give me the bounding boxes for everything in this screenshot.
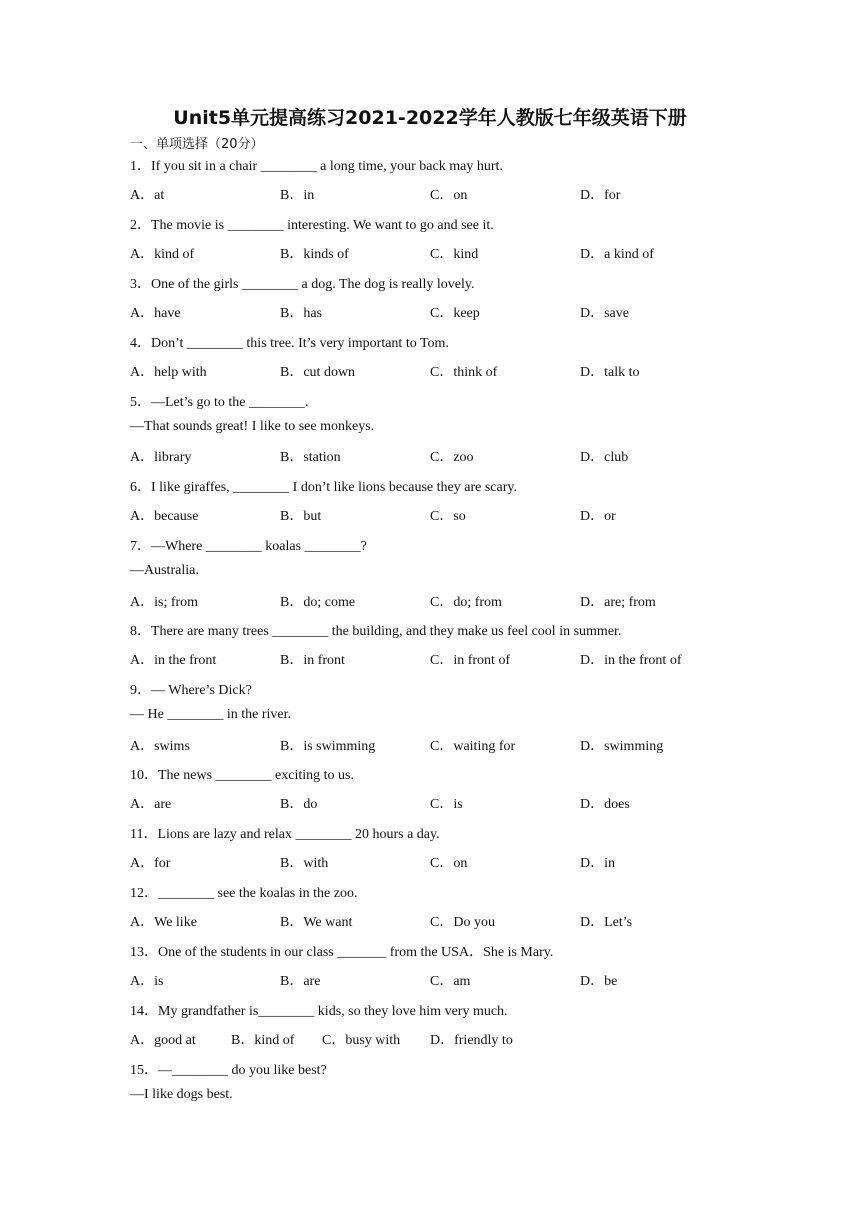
question-stem: 6．I like giraffes, ________ I don’t like lions because they are scary. — [130, 480, 517, 495]
question-stem: 11．Lions are lazy and relax ________ 20 hours a day. — [130, 827, 440, 842]
answer-option-b: B．is swimming — [280, 739, 376, 754]
answer-option-b: B．station — [280, 450, 341, 465]
answer-option-d: D．save — [580, 306, 629, 321]
answer-option-c: C．so — [430, 509, 466, 524]
answer-option-c: C．do; from — [430, 595, 502, 610]
question-stem: 14．My grandfather is________ kids, so they love him very much. — [130, 1004, 508, 1019]
answer-option-b: B．do; come — [280, 595, 356, 610]
answer-option-b: B．are — [280, 974, 321, 989]
answer-option-b: B．has — [280, 306, 322, 321]
question-stem: 1．If you sit in a chair ________ a long time, your back may hurt. — [130, 159, 503, 174]
question-dialogue-line: — He ________ in the river. — [130, 707, 291, 722]
answer-option-d: D．or — [580, 509, 616, 524]
question-stem: 7．—Where ________ koalas ________? — [130, 539, 367, 554]
answer-option-a: A．help with — [130, 365, 207, 380]
answer-option-d: D．in the front of — [580, 653, 682, 668]
question-dialogue-line: —Australia. — [130, 563, 199, 578]
question-stem: 2．The movie is ________ interesting. We want to go and see it. — [130, 218, 494, 233]
question-stem: 10．The news ________ exciting to us. — [130, 768, 354, 783]
question-stem: 4．Don’t ________ this tree. It’s very important to Tom. — [130, 336, 449, 351]
answer-option-d: D．in — [580, 856, 615, 871]
answer-option-a: A．at — [130, 188, 165, 203]
question-stem: 12．________ see the koalas in the zoo. — [130, 886, 358, 901]
question-dialogue-line: —I like dogs best. — [130, 1087, 233, 1102]
answer-option-c: C．kind — [430, 247, 479, 262]
question-stem: 3．One of the girls ________ a dog. The dog is really lovely. — [130, 277, 475, 292]
answer-option-c: C．on — [430, 856, 468, 871]
answer-option-c: C．am — [430, 974, 471, 989]
answer-option-c: C．think of — [430, 365, 498, 380]
answer-option-c: C．is — [430, 797, 463, 812]
question-stem: 15．—________ do you like best? — [130, 1063, 327, 1078]
answer-option-d: D．are; from — [580, 595, 656, 610]
answer-option-b: B．but — [280, 509, 322, 524]
answer-option-b: B．do — [280, 797, 318, 812]
answer-option-b: B．with — [280, 856, 329, 871]
answer-option-a: A．are — [130, 797, 172, 812]
answer-option-d: D．Let’s — [580, 915, 633, 930]
answer-option-b: B．in front — [280, 653, 345, 668]
question-dialogue-line: —That sounds great! I like to see monkeys. — [130, 419, 375, 434]
question-stem: 8．There are many trees ________ the building, and they make us feel cool in summer. — [130, 624, 622, 639]
answer-option-c: C．waiting for — [430, 739, 516, 754]
answer-option-a: A．have — [130, 306, 181, 321]
answer-option-a: A．for — [130, 856, 171, 871]
answer-option-d: D．talk to — [580, 365, 640, 380]
answer-option-a: A．kind of — [130, 247, 195, 262]
answer-option-c: C．busy with — [322, 1033, 401, 1048]
answer-option-d: D．friendly to — [430, 1033, 513, 1048]
answer-option-d: D．for — [580, 188, 621, 203]
answer-option-b: B．We want — [280, 915, 353, 930]
answer-option-c: C．keep — [430, 306, 480, 321]
answer-option-c: C．zoo — [430, 450, 474, 465]
answer-option-c: C．in front of — [430, 653, 511, 668]
answer-option-d: D．be — [580, 974, 618, 989]
answer-option-a: A．good at — [130, 1033, 196, 1048]
answer-option-d: D．does — [580, 797, 630, 812]
answer-option-a: A．is — [130, 974, 164, 989]
answer-option-d: D．swimming — [580, 739, 664, 754]
answer-option-c: C．on — [430, 188, 468, 203]
answer-option-b: B．in — [280, 188, 315, 203]
answer-option-a: A．library — [130, 450, 192, 465]
answer-option-b: B．cut down — [280, 365, 356, 380]
answer-option-c: C．Do you — [430, 915, 495, 930]
question-stem: 9．— Where’s Dick? — [130, 683, 252, 698]
answer-option-d: D．club — [580, 450, 629, 465]
page-title: Unit5单元提高练习2021-2022学年人教版七年级英语下册 — [173, 107, 687, 129]
answer-option-d: D．a kind of — [580, 247, 654, 262]
question-stem: 5．—Let’s go to the ________. — [130, 395, 309, 410]
answer-option-b: B．kind of — [231, 1033, 295, 1048]
question-stem: 13．One of the students in our class _______ from the USA．She is Mary. — [130, 945, 554, 960]
answer-option-a: A．We like — [130, 915, 197, 930]
answer-option-a: A．because — [130, 509, 199, 524]
answer-option-b: B．kinds of — [280, 247, 349, 262]
answer-option-a: A．in the front — [130, 653, 217, 668]
answer-option-a: A．is; from — [130, 595, 199, 610]
answer-option-a: A．swims — [130, 739, 190, 754]
section-heading: 一、单项选择（20分） — [130, 137, 264, 152]
